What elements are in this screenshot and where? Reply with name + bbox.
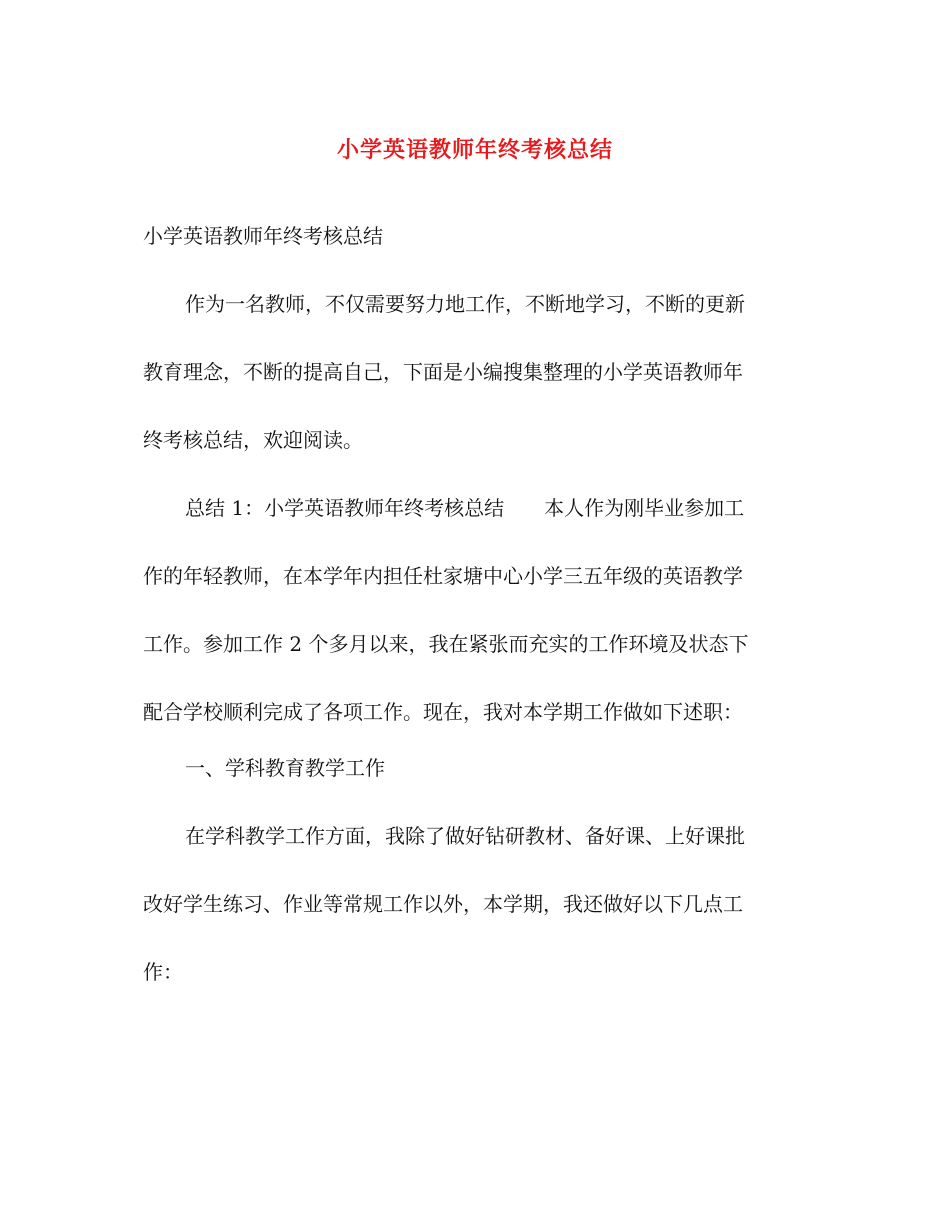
text-line: 终考核总结，欢迎阅读。 [143, 428, 363, 452]
text-line: 作： [143, 960, 183, 984]
document-title: 小学英语教师年终考核总结 [336, 137, 613, 163]
text-line: 教育理念，不断的提高自己，下面是小编搜集整理的小学英语教师年 [143, 360, 743, 384]
text-line: 改好学生练习、作业等常规工作以外，本学期，我还做好以下几点工 [143, 892, 743, 916]
text-line: 配合学校顺利完成了各项工作。现在，我对本学期工作做如下述职： [143, 700, 743, 724]
section-heading: 一、学科教育教学工作 [185, 756, 385, 780]
text-line: 作为一名教师，不仅需要努力地工作，不断地学习，不断的更新 [185, 292, 745, 316]
paragraph-group-1 [143, 270, 807, 746]
text-line: 作的年轻教师，在本学年内担任杜家塘中心小学三五年级的英语教学 [143, 564, 743, 588]
paragraph-group-2 [143, 802, 807, 1006]
document-body [143, 214, 807, 1006]
text-line: 在学科教学工作方面，我除了做好钻研教材、备好课、上好课批 [185, 824, 745, 848]
text-line: 工作。参加工作 2 个多月以来，我在紧张而充实的工作环境及状态下 [143, 632, 749, 656]
text-line: 总结 1：小学英语教师年终考核总结 本人作为刚毕业参加工 [185, 496, 745, 520]
document-subtitle: 小学英语教师年终考核总结 [143, 224, 383, 248]
